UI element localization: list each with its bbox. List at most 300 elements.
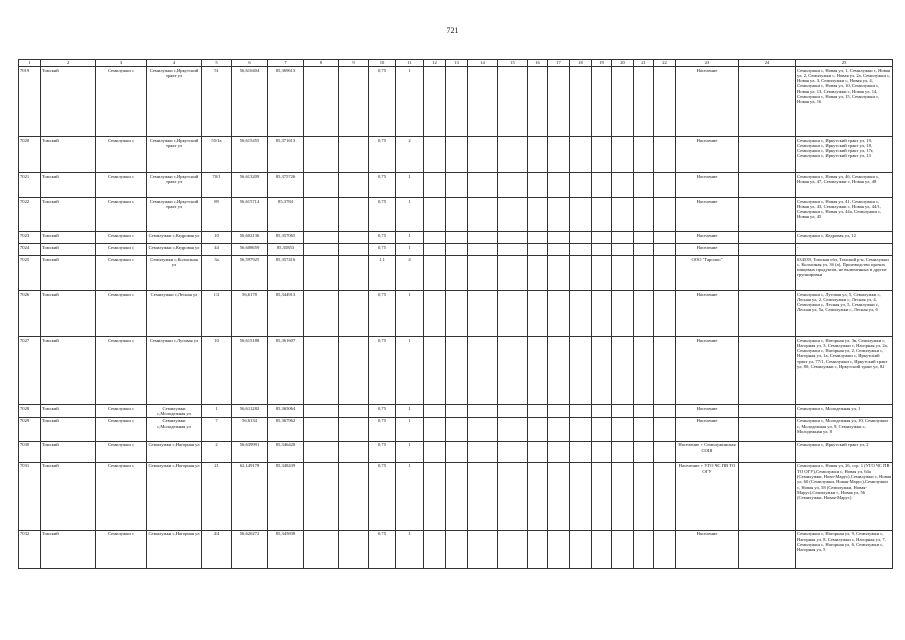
- site-id: 7029: [19, 417, 41, 441]
- street-cell: Семилужки с,Луговая ул: [147, 337, 202, 405]
- empty-cell: [739, 256, 796, 291]
- owner-cell: Население: [676, 244, 739, 256]
- empty-cell: [528, 198, 548, 232]
- empty-cell: [570, 530, 592, 568]
- district-cell: Томский: [41, 173, 96, 198]
- empty-cell: [739, 67, 796, 137]
- empty-cell: [592, 441, 612, 462]
- column-number: 18: [570, 60, 592, 67]
- empty-cell: [548, 405, 570, 418]
- empty-cell: [528, 337, 548, 405]
- owner-cell: Население: [676, 405, 739, 418]
- empty-cell: [424, 256, 446, 291]
- table-row: [19, 67, 893, 137]
- district-cell: Томский: [41, 137, 96, 173]
- column-number: 13: [446, 60, 468, 67]
- latitude-cell: 56,6178: [232, 291, 268, 337]
- empty-cell: [528, 173, 548, 198]
- empty-cell: [592, 417, 612, 441]
- empty-cell: [634, 462, 654, 530]
- empty-cell: [570, 441, 592, 462]
- longitude-cell: 85,348439: [268, 462, 304, 530]
- empty-cell: [339, 137, 369, 173]
- owner-cell: Население: [676, 137, 739, 173]
- empty-cell: [654, 417, 676, 441]
- volume-cell: 0,75: [369, 441, 396, 462]
- empty-cell: [654, 244, 676, 256]
- empty-cell: [446, 530, 468, 568]
- house-cell: 10: [202, 337, 232, 405]
- street-cell: Семилужки с,Нагорная ул: [147, 530, 202, 568]
- empty-cell: [468, 405, 498, 418]
- empty-cell: [498, 291, 528, 337]
- empty-cell: [654, 337, 676, 405]
- container-count-cell: 1: [396, 530, 424, 568]
- table-row: [19, 137, 893, 173]
- empty-cell: [570, 244, 592, 256]
- empty-cell: [339, 198, 369, 232]
- empty-cell: [498, 337, 528, 405]
- empty-cell: [468, 232, 498, 244]
- house-cell: 44: [202, 244, 232, 256]
- empty-cell: [634, 232, 654, 244]
- empty-cell: [468, 198, 498, 232]
- column-number: 23: [676, 60, 739, 67]
- volume-cell: 0,75: [369, 462, 396, 530]
- district-cell: Томский: [41, 441, 96, 462]
- empty-cell: [739, 405, 796, 418]
- page-number: 721: [446, 26, 459, 35]
- empty-cell: [304, 67, 339, 137]
- longitude-cell: 85,361607: [268, 337, 304, 405]
- longitude-cell: 85,35853: [268, 244, 304, 256]
- empty-cell: [654, 232, 676, 244]
- owner-cell: Население: [676, 337, 739, 405]
- empty-cell: [498, 417, 528, 441]
- empty-cell: [446, 256, 468, 291]
- longitude-cell: 85,375726: [268, 173, 304, 198]
- empty-cell: [446, 441, 468, 462]
- site-id: 7023: [19, 232, 41, 244]
- table-row: [19, 462, 893, 530]
- street-cell: Семилужки с,Нагорная ул: [147, 462, 202, 530]
- latitude-cell: 56,6134: [232, 417, 268, 441]
- container-count-cell: 1: [396, 173, 424, 198]
- empty-cell: [424, 137, 446, 173]
- empty-cell: [634, 137, 654, 173]
- empty-cell: [339, 232, 369, 244]
- empty-cell: [592, 337, 612, 405]
- empty-cell: [339, 256, 369, 291]
- district-cell: Томский: [41, 232, 96, 244]
- empty-cell: [570, 417, 592, 441]
- column-number: 15: [498, 60, 528, 67]
- longitude-cell: 85,357416: [268, 256, 304, 291]
- empty-cell: [612, 173, 634, 198]
- empty-cell: [339, 67, 369, 137]
- empty-cell: [528, 256, 548, 291]
- longitude-cell: 85,345838: [268, 530, 304, 568]
- empty-cell: [528, 232, 548, 244]
- latitude-cell: 56,613209: [232, 173, 268, 198]
- empty-cell: [339, 173, 369, 198]
- empty-cell: [339, 337, 369, 405]
- house-cell: 4/4: [202, 530, 232, 568]
- container-count-cell: 1: [396, 462, 424, 530]
- table-row: [19, 337, 893, 405]
- empty-cell: [654, 173, 676, 198]
- empty-cell: [612, 291, 634, 337]
- empty-cell: [528, 244, 548, 256]
- house-cell: 89: [202, 198, 232, 232]
- empty-cell: [592, 405, 612, 418]
- volume-cell: 0,75: [369, 137, 396, 173]
- owner-cell: Население: [676, 198, 739, 232]
- empty-cell: [654, 462, 676, 530]
- house-cell: 55/1а: [202, 137, 232, 173]
- empty-cell: [612, 244, 634, 256]
- settlement-cell: Семилужки с: [96, 244, 147, 256]
- empty-cell: [339, 530, 369, 568]
- empty-cell: [468, 137, 498, 173]
- empty-cell: [424, 67, 446, 137]
- volume-cell: 0,75: [369, 173, 396, 198]
- empty-cell: [548, 417, 570, 441]
- longitude-cell: 85,344913: [268, 291, 304, 337]
- empty-cell: [592, 232, 612, 244]
- empty-cell: [304, 405, 339, 418]
- container-count-cell: 2: [396, 137, 424, 173]
- settlement-cell: Семилужки с: [96, 256, 147, 291]
- table-row: [19, 173, 893, 198]
- empty-cell: [498, 173, 528, 198]
- district-cell: Томский: [41, 67, 96, 137]
- empty-cell: [739, 244, 796, 256]
- volume-cell: 0,75: [369, 337, 396, 405]
- empty-cell: [548, 244, 570, 256]
- empty-cell: [498, 244, 528, 256]
- column-number: 19: [592, 60, 612, 67]
- table-row: [19, 256, 893, 291]
- latitude-cell: 56,620272: [232, 530, 268, 568]
- empty-cell: [498, 530, 528, 568]
- empty-cell: [468, 441, 498, 462]
- street-cell: Семилужки с,Иркутский тракт ул: [147, 137, 202, 173]
- empty-cell: [468, 337, 498, 405]
- empty-cell: [468, 417, 498, 441]
- empty-cell: [739, 462, 796, 530]
- table-row: [19, 198, 893, 232]
- column-number: 1: [19, 60, 41, 67]
- empty-cell: [654, 198, 676, 232]
- longitude-cell: 85,357065: [268, 232, 304, 244]
- empty-cell: [424, 417, 446, 441]
- district-cell: Томский: [41, 198, 96, 232]
- empty-cell: [446, 417, 468, 441]
- served-addresses-cell: Семилужки с, Иркутский тракт ул, 19, Семилужки с, Иркутский тракт ул, 18, Семилужки с, Иркутский тракт ул, 17г, Семилужки с, Иркутский тракт ул, 13: [796, 137, 893, 173]
- volume-cell: 0,75: [369, 244, 396, 256]
- empty-cell: [304, 173, 339, 198]
- empty-cell: [468, 530, 498, 568]
- empty-cell: [592, 530, 612, 568]
- house-cell: 70/1: [202, 173, 232, 198]
- empty-cell: [548, 173, 570, 198]
- empty-cell: [339, 462, 369, 530]
- empty-cell: [612, 530, 634, 568]
- column-number: 24: [739, 60, 796, 67]
- empty-cell: [612, 417, 634, 441]
- empty-cell: [468, 173, 498, 198]
- column-number: 5: [202, 60, 232, 67]
- volume-cell: 0,75: [369, 291, 396, 337]
- volume-cell: 0,75: [369, 198, 396, 232]
- empty-cell: [304, 137, 339, 173]
- volume-cell: 0,75: [369, 530, 396, 568]
- empty-cell: [446, 337, 468, 405]
- empty-cell: [634, 337, 654, 405]
- house-cell: 51: [202, 67, 232, 137]
- empty-cell: [548, 291, 570, 337]
- empty-cell: [612, 337, 634, 405]
- street-cell: Семилужки с,Кедровая ул: [147, 232, 202, 244]
- empty-cell: [498, 462, 528, 530]
- empty-cell: [446, 291, 468, 337]
- latitude-cell: 56,611282: [232, 405, 268, 418]
- settlement-cell: Семилужки с: [96, 405, 147, 418]
- empty-cell: [548, 232, 570, 244]
- column-number: 17: [548, 60, 570, 67]
- empty-cell: [498, 256, 528, 291]
- empty-cell: [612, 198, 634, 232]
- site-id: 7030: [19, 441, 41, 462]
- empty-cell: [528, 530, 548, 568]
- street-cell: Семилужки с,Молодежная ул: [147, 417, 202, 441]
- empty-cell: [654, 405, 676, 418]
- empty-cell: [739, 441, 796, 462]
- column-number: 3: [96, 60, 147, 67]
- empty-cell: [612, 441, 634, 462]
- column-number: 22: [654, 60, 676, 67]
- settlement-cell: Семилужки с: [96, 173, 147, 198]
- empty-cell: [612, 67, 634, 137]
- empty-cell: [548, 462, 570, 530]
- table-row: [19, 291, 893, 337]
- street-cell: Семилужки с,Кедровая ул: [147, 244, 202, 256]
- empty-cell: [634, 405, 654, 418]
- empty-cell: [528, 67, 548, 137]
- site-id: 7027: [19, 337, 41, 405]
- empty-cell: [304, 232, 339, 244]
- empty-cell: [739, 530, 796, 568]
- empty-cell: [446, 244, 468, 256]
- container-count-cell: 1: [396, 405, 424, 418]
- container-count-cell: 1: [396, 244, 424, 256]
- column-number: 10: [369, 60, 396, 67]
- owner-cell: Население: [676, 232, 739, 244]
- served-addresses-cell: Семилужки с, Новая ул, 41, Семилужки с, Новая ул, 43, Семилужки с, Новая ул, 44/1, Семилужки с, Новая ул, 44а, Семилужки с, Новая ул, 45: [796, 198, 893, 232]
- empty-cell: [304, 198, 339, 232]
- empty-cell: [424, 405, 446, 418]
- empty-cell: [304, 441, 339, 462]
- empty-cell: [739, 232, 796, 244]
- site-id: 7032: [19, 530, 41, 568]
- served-addresses-cell: Семилужки с, Новая ул, 46, Семилужки с, Новая ул, 47, Семилужки с, Новая ул, 48: [796, 173, 893, 198]
- street-cell: Семилужки с,Нагорная ул: [147, 441, 202, 462]
- table-row: [19, 405, 893, 418]
- district-cell: Томский: [41, 530, 96, 568]
- empty-cell: [739, 198, 796, 232]
- registry-body: [19, 60, 893, 569]
- empty-cell: [424, 244, 446, 256]
- empty-cell: [339, 244, 369, 256]
- empty-cell: [498, 405, 528, 418]
- empty-cell: [739, 173, 796, 198]
- column-number: 14: [468, 60, 498, 67]
- column-number: 20: [612, 60, 634, 67]
- container-count-cell: 1: [396, 337, 424, 405]
- district-cell: Томский: [41, 417, 96, 441]
- owner-cell: Население: [676, 291, 739, 337]
- empty-cell: [612, 232, 634, 244]
- site-id: 7031: [19, 462, 41, 530]
- empty-cell: [304, 256, 339, 291]
- settlement-cell: Семилужки с: [96, 291, 147, 337]
- house-cell: 7: [202, 417, 232, 441]
- district-cell: Томский: [41, 337, 96, 405]
- latitude-cell: 56,602136: [232, 232, 268, 244]
- settlement-cell: Семилужки с: [96, 337, 147, 405]
- street-cell: Семилужки с,Иркутский тракт ул: [147, 173, 202, 198]
- empty-cell: [468, 244, 498, 256]
- site-id: 7025: [19, 256, 41, 291]
- street-cell: Семилужки с,Молодежная ул: [147, 405, 202, 418]
- volume-cell: 0,75: [369, 405, 396, 418]
- empty-cell: [739, 417, 796, 441]
- empty-cell: [612, 405, 634, 418]
- empty-cell: [548, 137, 570, 173]
- settlement-cell: Семилужки с: [96, 198, 147, 232]
- column-number: 25: [796, 60, 893, 67]
- empty-cell: [592, 198, 612, 232]
- empty-cell: [570, 173, 592, 198]
- table-row: [19, 232, 893, 244]
- empty-cell: [739, 291, 796, 337]
- empty-cell: [570, 462, 592, 530]
- latitude-cell: 62,149178: [232, 462, 268, 530]
- site-id: 7024: [19, 244, 41, 256]
- empty-cell: [739, 337, 796, 405]
- empty-cell: [468, 67, 498, 137]
- table-row: [19, 530, 893, 568]
- empty-cell: [498, 67, 528, 137]
- site-id: 7022: [19, 198, 41, 232]
- house-cell: 10: [202, 232, 232, 244]
- column-number: 6: [232, 60, 268, 67]
- column-number: 11: [396, 60, 424, 67]
- empty-cell: [634, 67, 654, 137]
- site-id: 7021: [19, 173, 41, 198]
- empty-cell: [612, 137, 634, 173]
- empty-cell: [634, 198, 654, 232]
- served-addresses-cell: Семилужки с, Нагорная ул, 9, Семилужки с, Нагорная ул, 8, Семилужки с, Нагорная ул, 7, Семилужки с, Нагорная ул, 6, Семилужки с, Нагорная ул, 5: [796, 530, 893, 568]
- empty-cell: [592, 173, 612, 198]
- empty-cell: [528, 405, 548, 418]
- empty-cell: [592, 67, 612, 137]
- empty-cell: [634, 256, 654, 291]
- settlement-cell: Семилужки с: [96, 462, 147, 530]
- site-id: 7019: [19, 67, 41, 137]
- empty-cell: [654, 137, 676, 173]
- empty-cell: [304, 244, 339, 256]
- empty-cell: [612, 256, 634, 291]
- empty-cell: [570, 256, 592, 291]
- empty-cell: [570, 232, 592, 244]
- container-count-cell: 1: [396, 441, 424, 462]
- empty-cell: [446, 137, 468, 173]
- owner-cell: Население: [676, 173, 739, 198]
- empty-cell: [446, 232, 468, 244]
- site-id: 7026: [19, 291, 41, 337]
- empty-cell: [634, 441, 654, 462]
- empty-cell: [592, 462, 612, 530]
- site-id: 7028: [19, 405, 41, 418]
- table-row: [19, 417, 893, 441]
- street-cell: Семилужки с,Иркутский тракт ул: [147, 67, 202, 137]
- empty-cell: [634, 530, 654, 568]
- empty-cell: [570, 67, 592, 137]
- district-cell: Томский: [41, 291, 96, 337]
- empty-cell: [528, 462, 548, 530]
- empty-cell: [654, 256, 676, 291]
- settlement-cell: Семилужки с: [96, 441, 147, 462]
- house-cell: 1/2: [202, 291, 232, 337]
- empty-cell: [304, 417, 339, 441]
- empty-cell: [446, 405, 468, 418]
- longitude-cell: 85,3784: [268, 198, 304, 232]
- longitude-cell: 85,369613: [268, 67, 304, 137]
- empty-cell: [548, 530, 570, 568]
- container-count-cell: 1: [396, 67, 424, 137]
- owner-cell: ООО "Гарсипо": [676, 256, 739, 291]
- empty-cell: [339, 291, 369, 337]
- container-count-cell: 1: [396, 232, 424, 244]
- street-cell: Семилужки с,Лесная ул: [147, 291, 202, 337]
- settlement-cell: Семилужки с: [96, 232, 147, 244]
- served-addresses-cell: -: [796, 244, 893, 256]
- district-cell: Томский: [41, 244, 96, 256]
- empty-cell: [570, 137, 592, 173]
- empty-cell: [498, 232, 528, 244]
- container-count-cell: 4: [396, 256, 424, 291]
- empty-cell: [498, 137, 528, 173]
- empty-cell: [446, 173, 468, 198]
- longitude-cell: 85,371613: [268, 137, 304, 173]
- container-count-cell: 1: [396, 291, 424, 337]
- empty-cell: [304, 337, 339, 405]
- longitude-cell: 85,365064: [268, 405, 304, 418]
- district-cell: Томский: [41, 405, 96, 418]
- empty-cell: [424, 232, 446, 244]
- waste-site-registry-table: [18, 59, 893, 569]
- empty-cell: [339, 441, 369, 462]
- empty-cell: [339, 405, 369, 418]
- container-count-cell: 1: [396, 198, 424, 232]
- volume-cell: 1,1: [369, 256, 396, 291]
- empty-cell: [424, 291, 446, 337]
- column-number: 7: [268, 60, 304, 67]
- served-addresses-cell: Семилужки с, Молодежная ул, 1: [796, 405, 893, 418]
- empty-cell: [634, 291, 654, 337]
